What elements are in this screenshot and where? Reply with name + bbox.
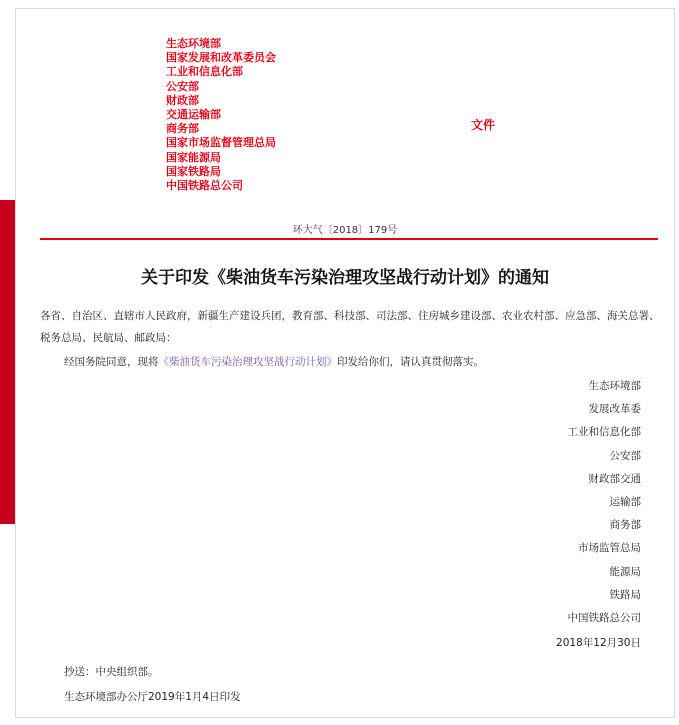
signer-item: 能源局 (609, 565, 641, 578)
signer-item: 中国铁路总公司 (567, 612, 641, 625)
intro-text-after: 印发给你们，请认真贯彻落实。 (337, 356, 484, 368)
signer-item: 运输部 (609, 496, 641, 509)
signing-agencies-list (568, 375, 642, 630)
issuing-agencies-list (166, 37, 276, 193)
signer-item: 商务部 (609, 519, 641, 532)
issue-date: 2018年12月30日 (556, 637, 641, 649)
intro-paragraph (64, 354, 484, 369)
intro-text-before: 经国务院同意，现将 (64, 356, 159, 368)
signer-item: 公安部 (609, 449, 641, 462)
cc-line: 抄送：中央组织部。 (64, 666, 159, 678)
recipients-paragraph: 各省、自治区、直辖市人民政府，新疆生产建设兵团，教育部、科技部、司法部、住房城乡建设部、农业农村部、应急部、海关总署、税务总局、民航局、邮政局： (40, 310, 660, 344)
action-plan-link[interactable]: 《柴油货车污染治理攻坚战行动计划》 (158, 356, 337, 368)
signer-item: 生态环境部 (588, 380, 641, 392)
issuer-item: 交通运输部 (166, 108, 221, 122)
issuer-item: 公安部 (166, 79, 199, 93)
signer-item: 铁路局 (609, 588, 641, 601)
issuer-item: 国家能源局 (166, 150, 221, 164)
issuer-item: 国家发展和改革委员会 (166, 51, 276, 65)
document-label: 文件 (471, 118, 496, 132)
side-accent-bar (0, 200, 15, 524)
issuer-item: 中国铁路总公司 (166, 179, 243, 193)
signer-item: 发展改革委 (588, 403, 641, 416)
document-number: 环大气〔2018〕179号 (292, 225, 398, 236)
issuer-item: 国家铁路局 (166, 164, 221, 178)
issuer-item: 生态环境部 (166, 37, 221, 50)
signer-item: 市场监管总局 (578, 542, 641, 555)
issuer-item: 国家市场监督管理总局 (166, 136, 276, 150)
printed-line: 生态环境部办公厅2019年1月4日印发 (64, 691, 241, 703)
signer-item: 财政部交通 (588, 472, 641, 485)
issuer-item: 商务部 (166, 122, 199, 136)
document-title: 关于印发《柴油货车污染治理攻坚战行动计划》的通知 (141, 268, 549, 288)
document-page (15, 8, 675, 718)
issuer-item: 工业和信息化部 (166, 65, 243, 79)
signer-item: 工业和信息化部 (567, 426, 641, 439)
issuer-item: 财政部 (166, 93, 199, 107)
red-divider (40, 238, 658, 240)
